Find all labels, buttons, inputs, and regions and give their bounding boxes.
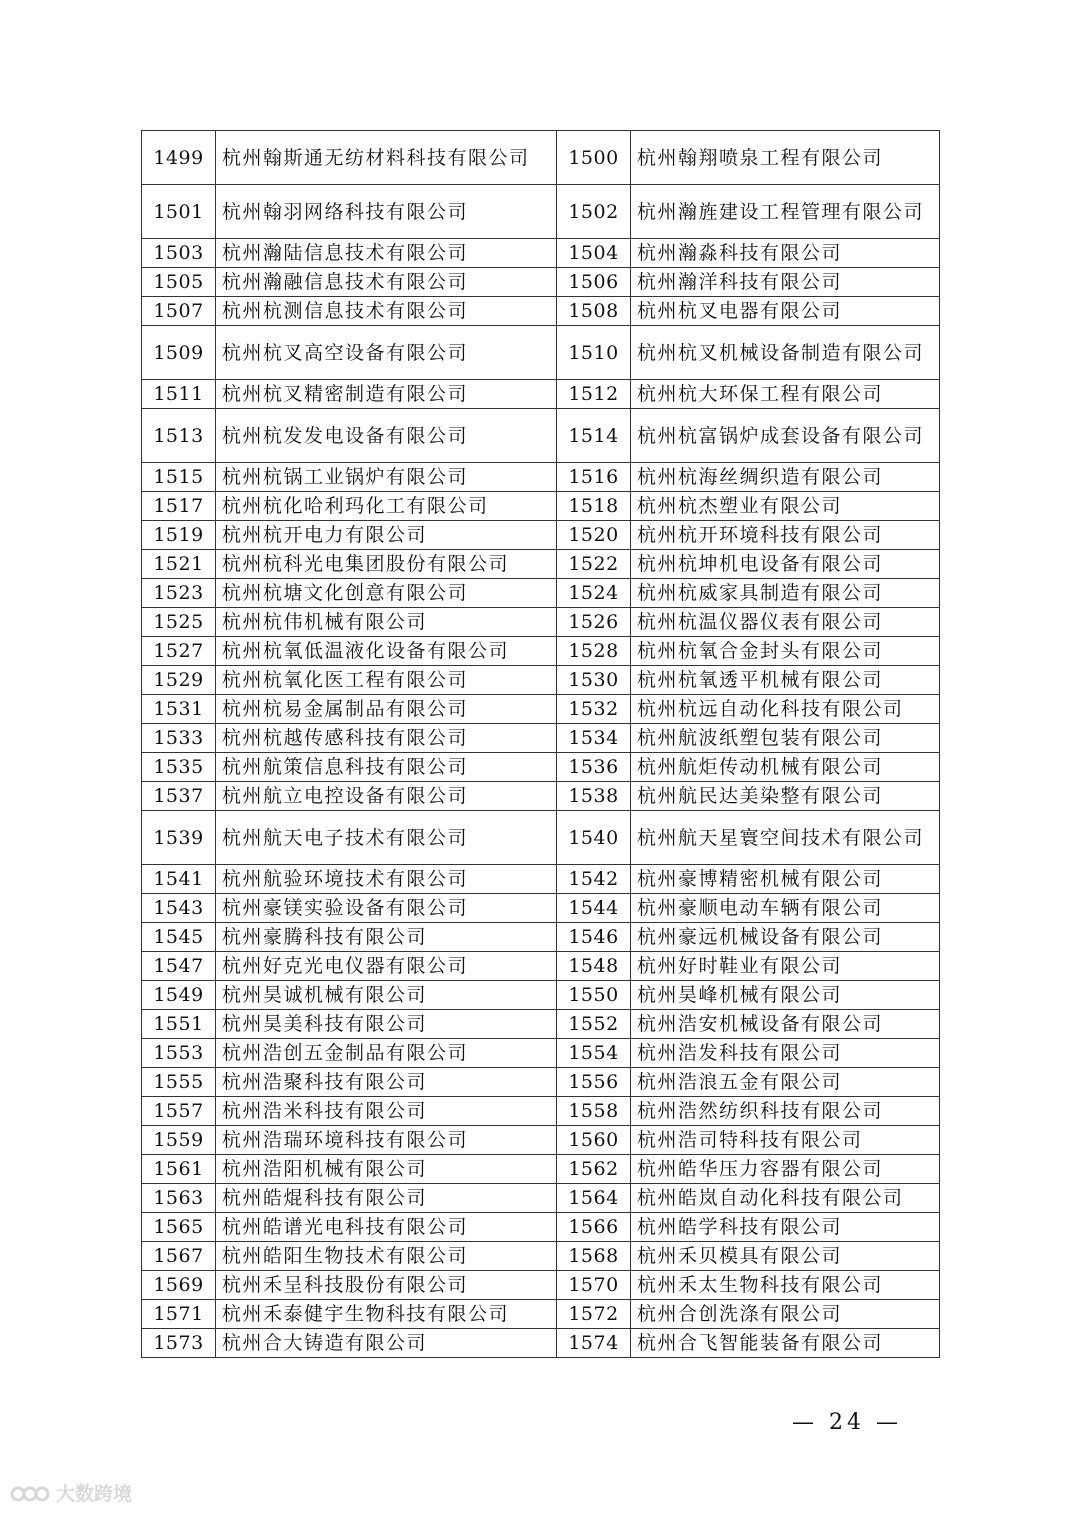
right-number-cell: 1544 [557, 894, 631, 923]
table-row [142, 492, 940, 521]
left-number-cell: 1525 [142, 608, 216, 637]
right-company-cell: 杭州皓岚自动化科技有限公司 [631, 1184, 940, 1213]
table-row [142, 981, 940, 1010]
table-row [142, 1242, 940, 1271]
right-company-cell: 杭州浩然纺织科技有限公司 [631, 1097, 940, 1126]
right-company-cell: 杭州杭大环保工程有限公司 [631, 380, 940, 409]
right-company-cell: 杭州瀚旌建设工程管理有限公司 [631, 185, 940, 239]
company-list-body [142, 131, 940, 1358]
left-company-cell: 杭州翰斯通无纺材料科技有限公司 [216, 131, 557, 185]
table-row [142, 952, 940, 981]
left-number-cell: 1517 [142, 492, 216, 521]
table-row [142, 131, 940, 185]
left-number-cell: 1545 [142, 923, 216, 952]
table-row [142, 1271, 940, 1300]
left-number-cell: 1551 [142, 1010, 216, 1039]
left-company-cell: 杭州浩聚科技有限公司 [216, 1068, 557, 1097]
left-number-cell: 1559 [142, 1126, 216, 1155]
right-number-cell: 1568 [557, 1242, 631, 1271]
table-row [142, 380, 940, 409]
left-company-cell: 杭州瀚融信息技术有限公司 [216, 268, 557, 297]
table-row [142, 811, 940, 865]
left-number-cell: 1519 [142, 521, 216, 550]
left-company-cell: 杭州翰羽网络科技有限公司 [216, 185, 557, 239]
left-company-cell: 杭州航立电控设备有限公司 [216, 782, 557, 811]
right-company-cell: 杭州豪顺电动车辆有限公司 [631, 894, 940, 923]
left-company-cell: 杭州杭科光电集团股份有限公司 [216, 550, 557, 579]
right-company-cell: 杭州杭叉机械设备制造有限公司 [631, 326, 940, 380]
left-company-cell: 杭州禾呈科技股份有限公司 [216, 1271, 557, 1300]
table-row [142, 1300, 940, 1329]
left-company-cell: 杭州杭化哈利玛化工有限公司 [216, 492, 557, 521]
table-row [142, 521, 940, 550]
right-number-cell: 1502 [557, 185, 631, 239]
left-company-cell: 杭州合大铸造有限公司 [216, 1329, 557, 1358]
right-number-cell: 1556 [557, 1068, 631, 1097]
right-number-cell: 1516 [557, 463, 631, 492]
left-number-cell: 1539 [142, 811, 216, 865]
table-row [142, 185, 940, 239]
table-row [142, 409, 940, 463]
table-row [142, 894, 940, 923]
left-company-cell: 杭州浩瑞环境科技有限公司 [216, 1126, 557, 1155]
left-number-cell: 1555 [142, 1068, 216, 1097]
table-row [142, 1126, 940, 1155]
right-number-cell: 1572 [557, 1300, 631, 1329]
left-company-cell: 杭州杭测信息技术有限公司 [216, 297, 557, 326]
watermark-text: 大数跨境 [56, 1482, 133, 1505]
left-company-cell: 杭州昊美科技有限公司 [216, 1010, 557, 1039]
left-company-cell: 杭州航策信息科技有限公司 [216, 753, 557, 782]
table-row [142, 865, 940, 894]
left-number-cell: 1543 [142, 894, 216, 923]
right-number-cell: 1500 [557, 131, 631, 185]
left-company-cell: 杭州昊诚机械有限公司 [216, 981, 557, 1010]
left-number-cell: 1503 [142, 239, 216, 268]
table-row [142, 1213, 940, 1242]
left-number-cell: 1511 [142, 380, 216, 409]
right-company-cell: 杭州杭开环境科技有限公司 [631, 521, 940, 550]
left-number-cell: 1521 [142, 550, 216, 579]
left-company-cell: 杭州杭塘文化创意有限公司 [216, 579, 557, 608]
right-number-cell: 1532 [557, 695, 631, 724]
left-company-cell: 杭州航验环境技术有限公司 [216, 865, 557, 894]
right-company-cell: 杭州豪远机械设备有限公司 [631, 923, 940, 952]
right-company-cell: 杭州杭温仪器仪表有限公司 [631, 608, 940, 637]
right-company-cell: 杭州杭远自动化科技有限公司 [631, 695, 940, 724]
table-row [142, 1068, 940, 1097]
left-company-cell: 杭州杭叉高空设备有限公司 [216, 326, 557, 380]
left-company-cell: 杭州皓焜科技有限公司 [216, 1184, 557, 1213]
left-company-cell: 杭州杭叉精密制造有限公司 [216, 380, 557, 409]
right-company-cell: 杭州皓学科技有限公司 [631, 1213, 940, 1242]
company-list-table [141, 130, 940, 1358]
left-number-cell: 1567 [142, 1242, 216, 1271]
left-company-cell: 杭州豪镁实验设备有限公司 [216, 894, 557, 923]
right-company-cell: 杭州瀚淼科技有限公司 [631, 239, 940, 268]
right-company-cell: 杭州昊峰机械有限公司 [631, 981, 940, 1010]
right-number-cell: 1546 [557, 923, 631, 952]
right-number-cell: 1534 [557, 724, 631, 753]
right-company-cell: 杭州禾太生物科技有限公司 [631, 1271, 940, 1300]
right-number-cell: 1530 [557, 666, 631, 695]
left-number-cell: 1561 [142, 1155, 216, 1184]
left-number-cell: 1513 [142, 409, 216, 463]
right-number-cell: 1554 [557, 1039, 631, 1068]
left-company-cell: 杭州杭锅工业锅炉有限公司 [216, 463, 557, 492]
left-company-cell: 杭州浩米科技有限公司 [216, 1097, 557, 1126]
left-company-cell: 杭州瀚陆信息技术有限公司 [216, 239, 557, 268]
left-number-cell: 1569 [142, 1271, 216, 1300]
right-company-cell: 杭州航天星寰空间技术有限公司 [631, 811, 940, 865]
right-number-cell: 1558 [557, 1097, 631, 1126]
right-number-cell: 1542 [557, 865, 631, 894]
right-number-cell: 1562 [557, 1155, 631, 1184]
right-company-cell: 杭州豪博精密机械有限公司 [631, 865, 940, 894]
right-number-cell: 1510 [557, 326, 631, 380]
right-number-cell: 1538 [557, 782, 631, 811]
table-row [142, 326, 940, 380]
right-company-cell: 杭州杭威家具制造有限公司 [631, 579, 940, 608]
right-company-cell: 杭州杭叉电器有限公司 [631, 297, 940, 326]
left-company-cell: 杭州杭氧低温液化设备有限公司 [216, 637, 557, 666]
left-company-cell: 杭州皓阳生物技术有限公司 [216, 1242, 557, 1271]
left-company-cell: 杭州豪腾科技有限公司 [216, 923, 557, 952]
table-row [142, 724, 940, 753]
right-number-cell: 1536 [557, 753, 631, 782]
table-row [142, 550, 940, 579]
right-company-cell: 杭州杭海丝绸织造有限公司 [631, 463, 940, 492]
left-company-cell: 杭州杭氧化医工程有限公司 [216, 666, 557, 695]
table-row [142, 239, 940, 268]
left-company-cell: 杭州皓谱光电科技有限公司 [216, 1213, 557, 1242]
right-number-cell: 1526 [557, 608, 631, 637]
table-row [142, 782, 940, 811]
table-row [142, 695, 940, 724]
right-company-cell: 杭州杭氧合金封头有限公司 [631, 637, 940, 666]
left-number-cell: 1529 [142, 666, 216, 695]
table-row [142, 1184, 940, 1213]
left-number-cell: 1501 [142, 185, 216, 239]
left-number-cell: 1573 [142, 1329, 216, 1358]
table-row [142, 579, 940, 608]
left-number-cell: 1505 [142, 268, 216, 297]
table-row [142, 637, 940, 666]
right-company-cell: 杭州杭氧透平机械有限公司 [631, 666, 940, 695]
right-number-cell: 1550 [557, 981, 631, 1010]
right-company-cell: 杭州浩浪五金有限公司 [631, 1068, 940, 1097]
right-number-cell: 1522 [557, 550, 631, 579]
right-number-cell: 1512 [557, 380, 631, 409]
right-number-cell: 1574 [557, 1329, 631, 1358]
right-company-cell: 杭州合飞智能装备有限公司 [631, 1329, 940, 1358]
right-company-cell: 杭州好时鞋业有限公司 [631, 952, 940, 981]
right-company-cell: 杭州合创洗涤有限公司 [631, 1300, 940, 1329]
left-company-cell: 杭州好克光电仪器有限公司 [216, 952, 557, 981]
right-number-cell: 1506 [557, 268, 631, 297]
left-number-cell: 1527 [142, 637, 216, 666]
left-company-cell: 杭州杭伟机械有限公司 [216, 608, 557, 637]
left-company-cell: 杭州杭易金属制品有限公司 [216, 695, 557, 724]
left-number-cell: 1549 [142, 981, 216, 1010]
right-number-cell: 1564 [557, 1184, 631, 1213]
right-company-cell: 杭州禾贝模具有限公司 [631, 1242, 940, 1271]
right-number-cell: 1552 [557, 1010, 631, 1039]
left-company-cell: 杭州禾泰健宇生物科技有限公司 [216, 1300, 557, 1329]
table-row [142, 1039, 940, 1068]
right-company-cell: 杭州浩发科技有限公司 [631, 1039, 940, 1068]
right-company-cell: 杭州翰翔喷泉工程有限公司 [631, 131, 940, 185]
right-number-cell: 1570 [557, 1271, 631, 1300]
right-company-cell: 杭州航波纸塑包装有限公司 [631, 724, 940, 753]
right-number-cell: 1514 [557, 409, 631, 463]
page-number: — 24 — [792, 1410, 902, 1435]
left-number-cell: 1531 [142, 695, 216, 724]
right-company-cell: 杭州杭富锅炉成套设备有限公司 [631, 409, 940, 463]
left-number-cell: 1533 [142, 724, 216, 753]
left-number-cell: 1557 [142, 1097, 216, 1126]
right-company-cell: 杭州浩司特科技有限公司 [631, 1126, 940, 1155]
right-number-cell: 1540 [557, 811, 631, 865]
left-company-cell: 杭州杭发发电设备有限公司 [216, 409, 557, 463]
left-number-cell: 1499 [142, 131, 216, 185]
right-company-cell: 杭州瀚洋科技有限公司 [631, 268, 940, 297]
left-number-cell: 1535 [142, 753, 216, 782]
right-company-cell: 杭州杭坤机电设备有限公司 [631, 550, 940, 579]
right-number-cell: 1520 [557, 521, 631, 550]
table-row [142, 463, 940, 492]
table-row [142, 1155, 940, 1184]
left-company-cell: 杭州航天电子技术有限公司 [216, 811, 557, 865]
table-row [142, 268, 940, 297]
left-number-cell: 1565 [142, 1213, 216, 1242]
left-number-cell: 1509 [142, 326, 216, 380]
right-company-cell: 杭州浩安机械设备有限公司 [631, 1010, 940, 1039]
watermark [10, 1478, 132, 1506]
left-company-cell: 杭州浩阳机械有限公司 [216, 1155, 557, 1184]
left-company-cell: 杭州浩创五金制品有限公司 [216, 1039, 557, 1068]
right-number-cell: 1560 [557, 1126, 631, 1155]
left-company-cell: 杭州杭开电力有限公司 [216, 521, 557, 550]
table-row [142, 608, 940, 637]
left-number-cell: 1507 [142, 297, 216, 326]
watermark-logo-icon [10, 1478, 50, 1506]
table-row [142, 297, 940, 326]
left-number-cell: 1553 [142, 1039, 216, 1068]
right-number-cell: 1504 [557, 239, 631, 268]
table-row [142, 923, 940, 952]
left-number-cell: 1571 [142, 1300, 216, 1329]
right-number-cell: 1548 [557, 952, 631, 981]
right-company-cell: 杭州航炬传动机械有限公司 [631, 753, 940, 782]
left-number-cell: 1537 [142, 782, 216, 811]
right-number-cell: 1528 [557, 637, 631, 666]
table-row [142, 753, 940, 782]
table-row [142, 1329, 940, 1358]
left-number-cell: 1563 [142, 1184, 216, 1213]
left-number-cell: 1523 [142, 579, 216, 608]
right-company-cell: 杭州航民达美染整有限公司 [631, 782, 940, 811]
table-row [142, 1010, 940, 1039]
right-number-cell: 1518 [557, 492, 631, 521]
right-number-cell: 1524 [557, 579, 631, 608]
left-number-cell: 1547 [142, 952, 216, 981]
right-number-cell: 1508 [557, 297, 631, 326]
right-company-cell: 杭州皓华压力容器有限公司 [631, 1155, 940, 1184]
table-row [142, 1097, 940, 1126]
table-row [142, 666, 940, 695]
left-number-cell: 1541 [142, 865, 216, 894]
right-number-cell: 1566 [557, 1213, 631, 1242]
left-company-cell: 杭州杭越传感科技有限公司 [216, 724, 557, 753]
right-company-cell: 杭州杭杰塑业有限公司 [631, 492, 940, 521]
left-number-cell: 1515 [142, 463, 216, 492]
